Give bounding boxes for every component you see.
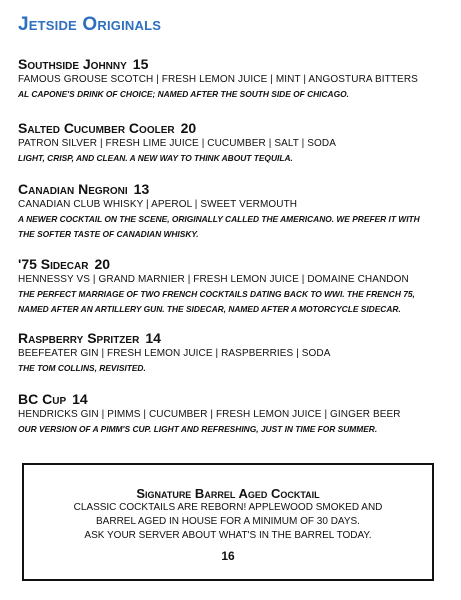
item-price: 13	[133, 181, 150, 197]
item-heading	[18, 391, 448, 407]
signature-line: ASK YOUR SERVER ABOUT WHAT'S IN THE BARREL TODAY.	[84, 530, 372, 541]
item-price: 20	[180, 120, 197, 136]
signature-line: BARREL AGED IN HOUSE FOR A MINIMUM OF 30 DAYS.	[96, 516, 360, 527]
item-heading	[18, 330, 448, 346]
item-heading	[18, 120, 448, 136]
item-name: BC Cup	[18, 391, 67, 407]
item-name: Raspberry Spritzer	[18, 330, 140, 346]
description-line: THE SOFTER TASTE OF CANADIAN WHISKY.	[18, 229, 199, 239]
item-name: '75 Sidecar	[18, 256, 89, 272]
menu-item-southside-johnny	[18, 56, 448, 102]
item-price: 14	[145, 330, 161, 346]
item-heading	[18, 256, 448, 272]
item-name: Southside Johnny	[18, 56, 127, 72]
description-line: A NEWER COCKTAIL ON THE SCENE, ORIGINALLY CALLED THE AMERICANO. WE PREFER IT WITH	[18, 214, 420, 224]
item-description	[18, 287, 448, 317]
item-ingredients: HENNESSY VS | GRAND MARNIER | FRESH LEMON JUICE | DOMAINE CHANDON	[18, 274, 409, 285]
menu-title: Jetside Originals	[18, 14, 162, 35]
menu-item-raspberry-spritzer	[18, 330, 448, 376]
item-price: 20	[94, 256, 111, 272]
menu-item-salted-cucumber-cooler	[18, 120, 448, 166]
signature-line: CLASSIC COCKTAILS ARE REBORN! APPLEWOOD SMOKED AND	[73, 502, 383, 513]
item-heading	[18, 56, 448, 72]
item-name: Canadian Negroni	[18, 181, 128, 197]
signature-title: Signature Barrel Aged Cocktail	[136, 486, 320, 501]
menu-item-bc-cup	[18, 391, 448, 437]
item-ingredients: BEEFEATER GIN | FRESH LEMON JUICE | RASPBERRIES | SODA	[18, 348, 331, 359]
item-price: 14	[72, 391, 88, 407]
signature-price: 16	[221, 549, 235, 563]
description-line: THE PERFECT MARRIAGE OF TWO FRENCH COCKTAILS DATING BACK TO WWI. THE FRENCH 75,	[18, 289, 415, 299]
description-line: AL CAPONE'S DRINK OF CHOICE; NAMED AFTER THE SOUTH SIDE OF CHICAGO.	[18, 89, 349, 99]
signature-cocktail-box	[22, 463, 434, 581]
item-ingredients: PATRON SILVER | FRESH LIME JUICE | CUCUMBER | SALT | SODA	[18, 138, 336, 149]
description-line: THE TOM COLLINS, REVISITED.	[18, 363, 146, 373]
item-heading	[18, 181, 448, 197]
item-description	[18, 361, 448, 376]
menu-item-canadian-negroni	[18, 181, 448, 242]
description-line: NAMED AFTER AN ARTILLERY GUN. THE SIDECAR, NAMED AFTER A MOTORCYCLE SIDECAR.	[18, 304, 401, 314]
item-ingredients: FAMOUS GROUSE SCOTCH | FRESH LEMON JUICE | MINT | ANGOSTURA BITTERS	[18, 74, 418, 85]
description-line: OUR VERSION OF A PIMM'S CUP. LIGHT AND REFRESHING, JUST IN TIME FOR SUMMER.	[18, 424, 378, 434]
item-name: Salted Cucumber Cooler	[18, 120, 175, 136]
item-description	[18, 422, 448, 437]
menu-item-75-sidecar	[18, 256, 448, 317]
item-description	[18, 87, 448, 102]
item-price: 15	[132, 56, 149, 72]
item-ingredients: CANADIAN CLUB WHISKY | APEROL | SWEET VERMOUTH	[18, 199, 298, 210]
item-description	[18, 151, 448, 166]
item-ingredients: HENDRICKS GIN | PIMMS | CUCUMBER | FRESH LEMON JUICE | GINGER BEER	[18, 409, 401, 420]
item-description	[18, 212, 448, 242]
description-line: LIGHT, CRISP, AND CLEAN. A NEW WAY TO THINK ABOUT TEQUILA.	[18, 153, 293, 163]
